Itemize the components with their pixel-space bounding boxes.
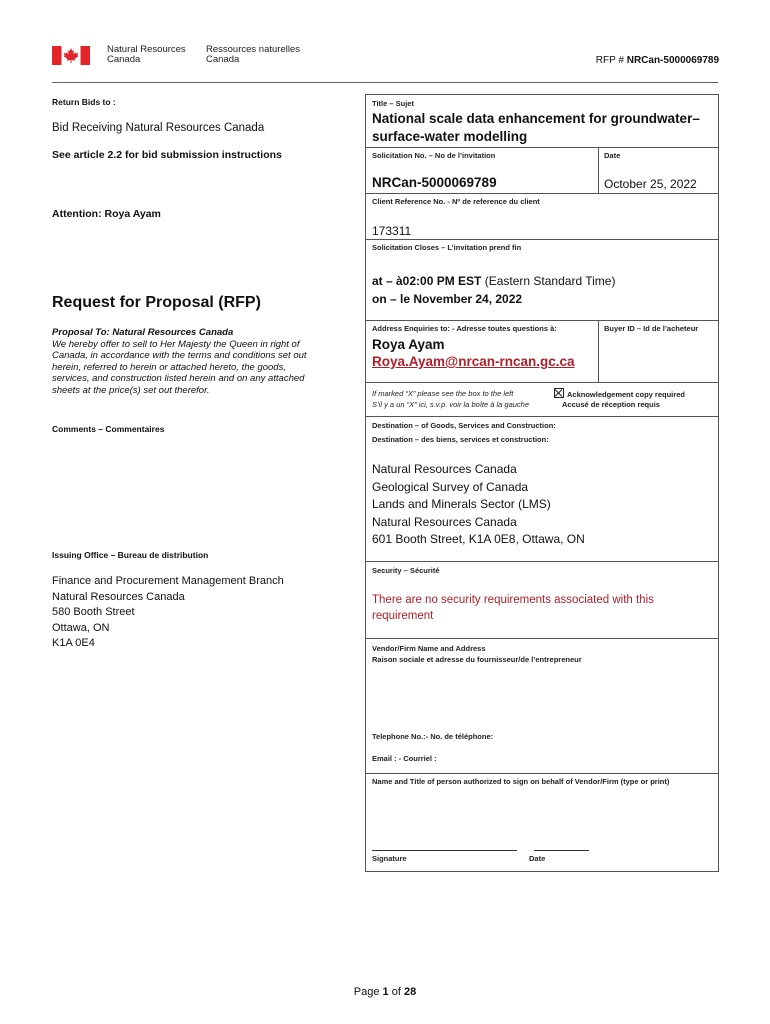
marked-x-fr: S’il y a un “X” ici, s.v.p. voir la boîte à la gauche: [372, 400, 530, 409]
vendor-label-en: Vendor/Firm Name and Address: [372, 644, 486, 653]
destination-label-fr: Destination – des biens, services et construction:: [372, 435, 549, 444]
destination-label-en: Destination – of Goods, Services and Construction:: [372, 421, 556, 430]
acknowledgement-fr: Accusé de réception requis: [562, 400, 660, 409]
closes-date: on – le November 24, 2022: [372, 292, 523, 306]
office-line: K1A 0E4: [52, 637, 95, 649]
acknowledgement-checkbox[interactable]: [554, 388, 564, 398]
solicitation-label: Solicitation No. – No de l’invitation: [372, 151, 496, 160]
office-line: Finance and Procurement Management Branch: [52, 575, 284, 587]
destination-address: [372, 461, 585, 549]
bid-form-box: [365, 94, 719, 872]
column-divider: [598, 320, 599, 382]
dept-name-fr: Ressources naturelles Canada: [206, 44, 300, 65]
divider: [366, 638, 718, 639]
dept-name-en: Natural Resources Canada: [107, 44, 186, 65]
divider: [366, 382, 718, 383]
proposal-to: Proposal To: Natural Resources Canada: [52, 327, 234, 338]
signature-date-label: Date: [529, 854, 546, 863]
divider: [366, 773, 718, 774]
divider: [366, 561, 718, 562]
office-line: 580 Booth Street: [52, 606, 135, 618]
bid-receiving-text: Bid Receiving Natural Resources Canada: [52, 122, 265, 134]
closes-time: at – à02:00 PM EST (Eastern Standard Time): [372, 274, 616, 288]
divider: [366, 416, 718, 417]
office-line: Ottawa, ON: [52, 621, 110, 634]
destination-line: Geological Survey of Canada: [372, 479, 529, 494]
email-label: Email : - Courriel :: [372, 754, 437, 763]
page-title: Request for Proposal (RFP): [52, 294, 261, 311]
destination-line: 601 Booth Street, K1A 0E8, Ottawa, ON: [372, 532, 585, 546]
see-article-text: See article 2.2 for bid submission instructions: [52, 149, 282, 161]
issuing-office-label: Issuing Office – Bureau de distribution: [52, 550, 209, 560]
office-line: Natural Resources Canada: [52, 590, 185, 603]
divider: [366, 193, 718, 194]
title-value: National scale data enhancement for groundwater–surface-water modelling: [372, 111, 700, 144]
address-enquiries-label: Address Enquiries to: - Adresse toutes questions à:: [372, 324, 557, 333]
proposal-text: We hereby offer to sell to Her Majesty the Queen in right of Canada, in accordance with the terms and conditions set out herein, referred to herein or attached hereto, the goods, services, and construction listed herein and on any attached sheets at the price(s) set out therefor.: [52, 338, 307, 396]
issuing-office-address: [52, 574, 284, 652]
divider: [366, 320, 718, 321]
contact-name: Roya Ayam: [372, 337, 445, 352]
signature-line: [372, 850, 517, 851]
comments-label: Comments – Commentaires: [52, 424, 165, 434]
column-divider: [598, 147, 599, 193]
solicitation-number: NRCan-5000069789: [372, 175, 497, 190]
client-reference-label: Client Reference No. - Nº de reference du client: [372, 197, 540, 206]
rfp-number-header: RFP # NRCan-5000069789: [595, 55, 719, 66]
vendor-label-fr: Raison sociale et adresse du fournisseur/de l’entrepreneur: [372, 655, 582, 664]
date-label: Date: [604, 151, 621, 160]
destination-line: Natural Resources Canada: [372, 514, 517, 529]
authorized-person-label: Name and Title of person authorized to sign on behalf of Vendor/Firm (type or print): [372, 777, 670, 786]
closes-label: Solicitation Closes – L’invitation prend fin: [372, 243, 522, 252]
telephone-label: Telephone No.:- No. de téléphone:: [372, 732, 494, 741]
destination-line: Natural Resources Canada: [372, 462, 517, 476]
divider: [366, 147, 718, 148]
acknowledgement-en: Acknowledgement copy required: [554, 388, 685, 399]
page-number: Page 1 of 28: [353, 986, 417, 998]
return-bids-label: Return Bids to :: [52, 97, 116, 107]
buyer-id-label: Buyer ID – Id de l’acheteur: [604, 324, 699, 333]
divider: [366, 239, 718, 240]
client-reference-value: 173311: [372, 224, 412, 238]
proposal-block: [52, 327, 317, 396]
attention-text: Attention: Roya Ayam: [52, 208, 161, 220]
header-divider: [52, 82, 718, 83]
security-text: There are no security requirements associated with this requirement: [372, 594, 654, 622]
destination-line: Lands and Minerals Sector (LMS): [372, 497, 551, 511]
date-value: October 25, 2022: [604, 177, 697, 191]
title-label: Title – Sujet: [372, 99, 414, 108]
signature-label: Signature: [372, 854, 407, 863]
marked-x-en: If marked “X” please see the box to the left: [372, 389, 514, 398]
contact-email-link[interactable]: Roya.Ayam@nrcan-rncan.gc.ca: [372, 354, 575, 369]
date-line: [534, 850, 589, 851]
canada-flag-logo: [52, 46, 90, 65]
security-label: Security – Sécurité: [372, 566, 440, 575]
